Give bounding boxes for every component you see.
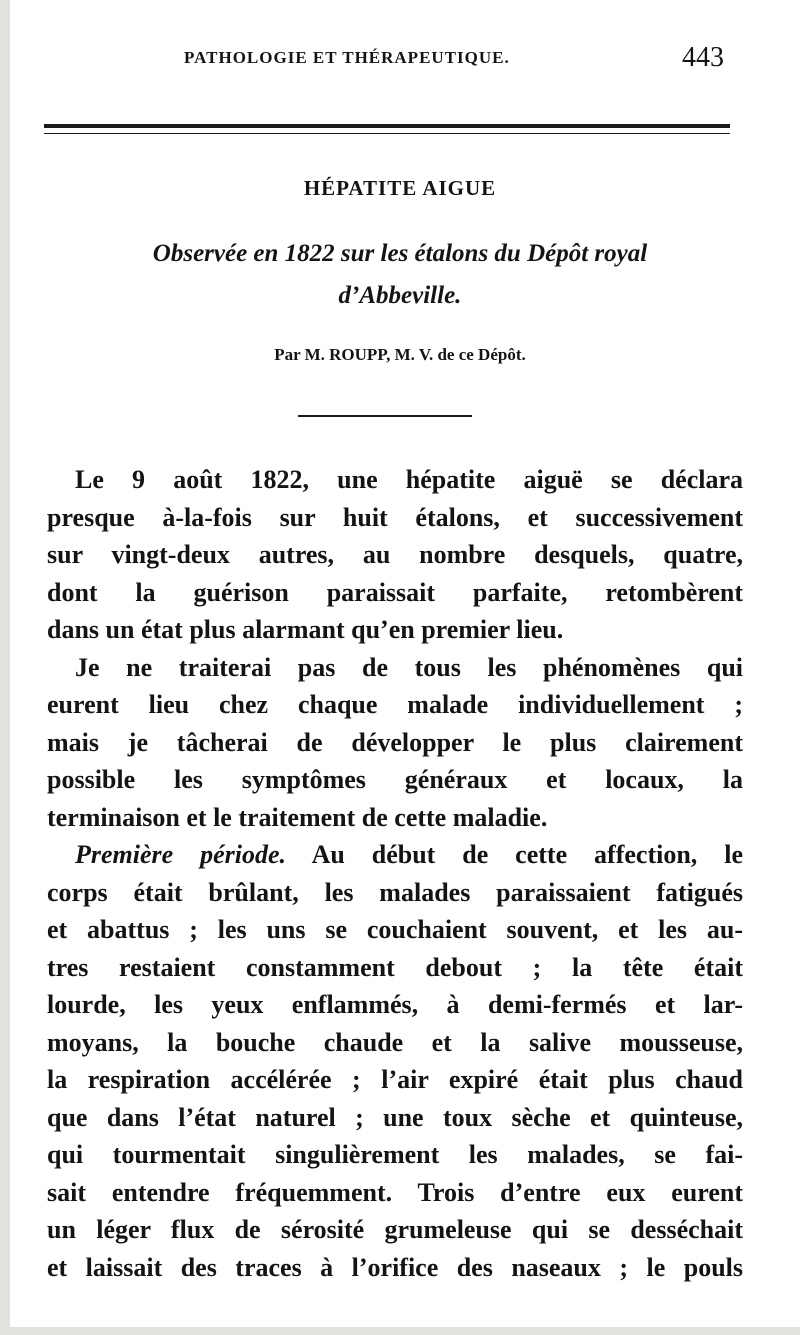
body-line: dont la guérison paraissait parfaite, retombèrent [47,577,743,607]
body-line: tres restaient constamment debout ; la tête était [47,952,743,982]
body-text [47,461,743,1286]
running-title: PATHOLOGIE ET THÉRAPEUTIQUE. [184,48,510,67]
section-line-text: Au début de cette affection, le [311,840,743,869]
running-header [0,44,800,80]
body-line: Le 9 août 1822, une hépatite aiguë se déclara [75,465,743,494]
body-line: presque à-la-fois sur huit étalons, et successivement [47,502,743,532]
body-line: qui tourmentait singulièrement les malades, se fai- [47,1140,743,1169]
body-line: lourde, les yeux enflammés, à demi-fermés et lar- [47,990,743,1019]
body-line: sait entendre fréquemment. Trois d’entre eux eurent [47,1177,743,1207]
section-label: Première période. [75,840,287,869]
body-line: et laissait des traces à l’orifice des naseaux ; le pouls [47,1252,743,1282]
body-line: dans un état plus alarmant qu’en premier lieu. [47,615,564,644]
header-rule-thick [44,124,730,128]
body-line: la respiration accélérée ; l’air expiré était plus chaud [47,1065,743,1094]
body-line: un léger flux de sérosité grumeleuse qui se desséchait [47,1215,743,1244]
body-line: que dans l’état naturel ; une toux sèche et quinteuse, [47,1102,743,1132]
body-line: possible les symptômes généraux et locaux, la [47,765,743,794]
page-bottom-edge [0,1327,800,1335]
body-line: et abattus ; les uns se couchaient souvent, et les au- [47,915,743,944]
body-line: eurent lieu chez chaque malade individuellement ; [47,690,743,719]
article-subtitle-line-2: d’Abbeville. [338,282,462,309]
body-line-section-start [47,836,743,874]
article-subtitle-line-1: Observée en 1822 sur les étalons du Dépôt royal [152,240,648,267]
article-title: HÉPATITE AIGUE [303,176,497,200]
page-number: 443 [682,42,724,73]
body-line: Je ne traiterai pas de tous les phénomènes qui [75,652,743,682]
body-line: moyans, la bouche chaude et la salive mousseuse, [47,1027,743,1057]
body-line: sur vingt-deux autres, au nombre desquels, quatre, [47,540,743,569]
body-line: corps était brûlant, les malades paraissaient fatigués [47,877,743,907]
body-line: mais je tâcherai de développer le plus clairement [47,727,743,757]
article-author: Par M. ROUPP, M. V. de ce Dépôt. [274,345,526,364]
title-divider [298,415,472,417]
body-line: terminaison et le traitement de cette maladie. [47,802,548,832]
header-rule-thin [44,133,730,134]
